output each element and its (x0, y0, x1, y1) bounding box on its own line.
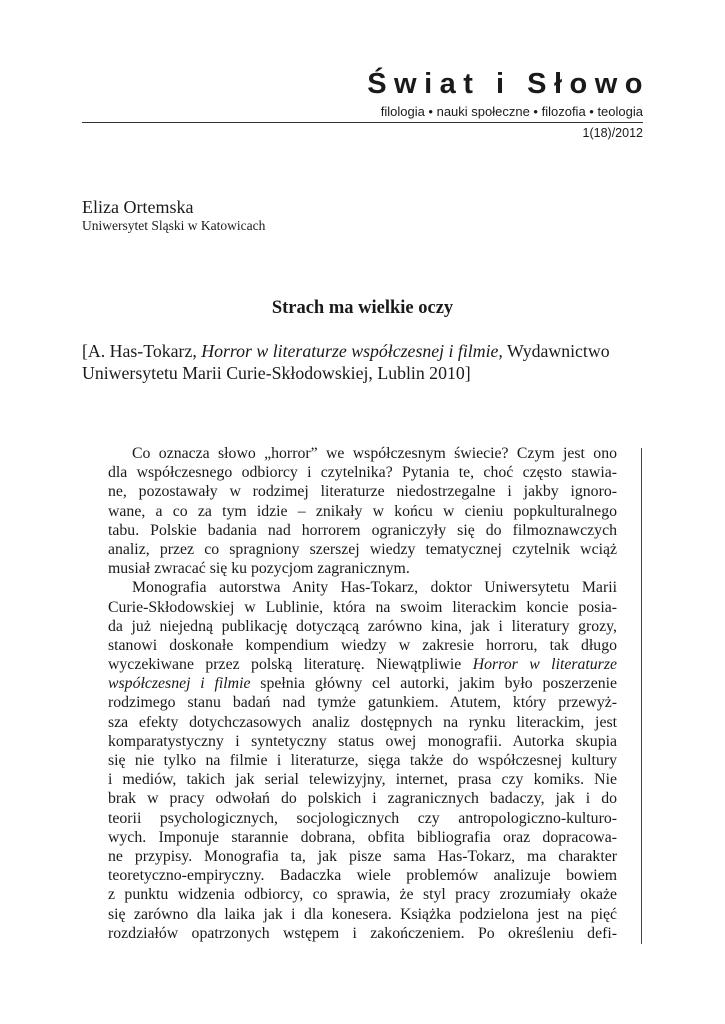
author-name: Eliza Ortemska (82, 197, 194, 217)
margin-rule (641, 448, 642, 944)
text-line: Curie-Skłodowskiej w Lublinie, która na swoim literackim koncie posia- (108, 598, 617, 616)
text-line: rodzimego stanu badań nad tymże gatunkiem. Atutem, który przewyż- (108, 694, 617, 712)
text-line: ne, pozostawały w rodzimej literaturze niedostrzegalne i jakby ignoro- (108, 483, 617, 501)
text-line: komparatystyczny i syntetyczny status owej monografii. Autorka skupia (108, 732, 617, 750)
text-line: brak w pracy odwołań do polskich i zagranicznych badaczy, jak i do (108, 790, 617, 808)
book-title: Horror w literaturze współczesnej i filmie, (201, 341, 503, 361)
text-line: z punktu widzenia odbiorcy, co sprawia, że styl pracy zrozumiały okaże (108, 886, 617, 904)
text-segment: wyczekiwane przez polską literaturę. Niewątpliwie (108, 656, 473, 674)
text-line: stanowi doskonałe kompendium wiedzy w zakresie horroru, tak długo (108, 636, 617, 654)
text-line: analiz, przez co spragniony szerszej wiedzy tematycznej czytelnik wciąż (108, 540, 617, 558)
text-line: wane, a co za tym idzie – znikały w końcu w cieniu popkulturalnego (108, 502, 617, 520)
reference-text: Wydawnictwo (502, 341, 610, 361)
body-text (108, 444, 617, 943)
text-line (108, 655, 617, 674)
reference-text: [A. Has-Tokarz, (82, 341, 202, 361)
journal-subtitle: filologia • nauki społeczne • filozofia • teologia (380, 104, 643, 119)
text-line: się nie tylko na filmie i literaturze, sięga także do współczesnej kultury (108, 752, 617, 769)
book-title: Horror w literaturze (472, 656, 617, 674)
text-line: musiał zwracać się ku pozycjom zagranicznym. (108, 560, 410, 578)
book-title: współczesnej i filmie (108, 675, 251, 693)
text-line: ne przypisy. Monografia ta, jak pisze sama Has-Tokarz, ma charakter (108, 847, 617, 865)
reference-line: Uniwersytetu Marii Curie-Skłodowskiej, Lublin 2010] (82, 363, 471, 383)
reference-line (82, 340, 643, 362)
text-line: Co oznacza słowo „horror” we współczesnym świecie? Czym jest ono (132, 445, 617, 462)
text-line: dla współczesnego odbiorcy i czytelnika? Pytania te, choć często stawia- (108, 464, 617, 482)
article-title: Strach ma wielkie oczy (271, 298, 454, 318)
header-rule (82, 122, 643, 123)
author-affiliation: Uniwersytet Sląski w Katowicach (82, 218, 266, 233)
journal-title: Świat i Słowo (367, 68, 650, 100)
reviewed-book-reference (82, 340, 643, 384)
text-line: da już niejedną publikację dotyczącą zarówno kina, jak i literatury grozy, (108, 617, 617, 635)
text-line: rozdziałów opatrzonych wstępem i zakończeniem. Po określeniu defi- (108, 924, 617, 942)
text-line: teorii psychologicznych, socjologicznych czy antropologiczno-kulturo- (108, 809, 617, 827)
text-line: tabu. Polskie badania nad horrorem ograniczyły się do filmoznawczych (108, 521, 617, 539)
text-line: się zarówno dla laika jak i dla konesera. Książka podzielona jest na pięć (108, 905, 617, 923)
text-line: sza efekty dotychczasowych analiz dostępnych na rynku literackim, jest (108, 713, 617, 731)
text-line: Monografia autorstwa Anity Has-Tokarz, doktor Uniwersytetu Marii (132, 579, 617, 597)
text-line: teoretyczno-empiryczny. Badaczka wiele problemów analizuje bowiem (108, 867, 617, 885)
text-segment: spełnia główny cel autorki, jakim było poszerzenie (250, 675, 618, 693)
issue-number: 1(18)/2012 (582, 126, 643, 140)
text-line: i mediów, takich jak serial telewizyjny, internet, prasa czy komiks. Nie (108, 771, 617, 789)
text-line (108, 674, 617, 693)
text-line: wych. Imponuje starannie dobrana, obfita bibliografia oraz dopracowa- (108, 828, 617, 846)
